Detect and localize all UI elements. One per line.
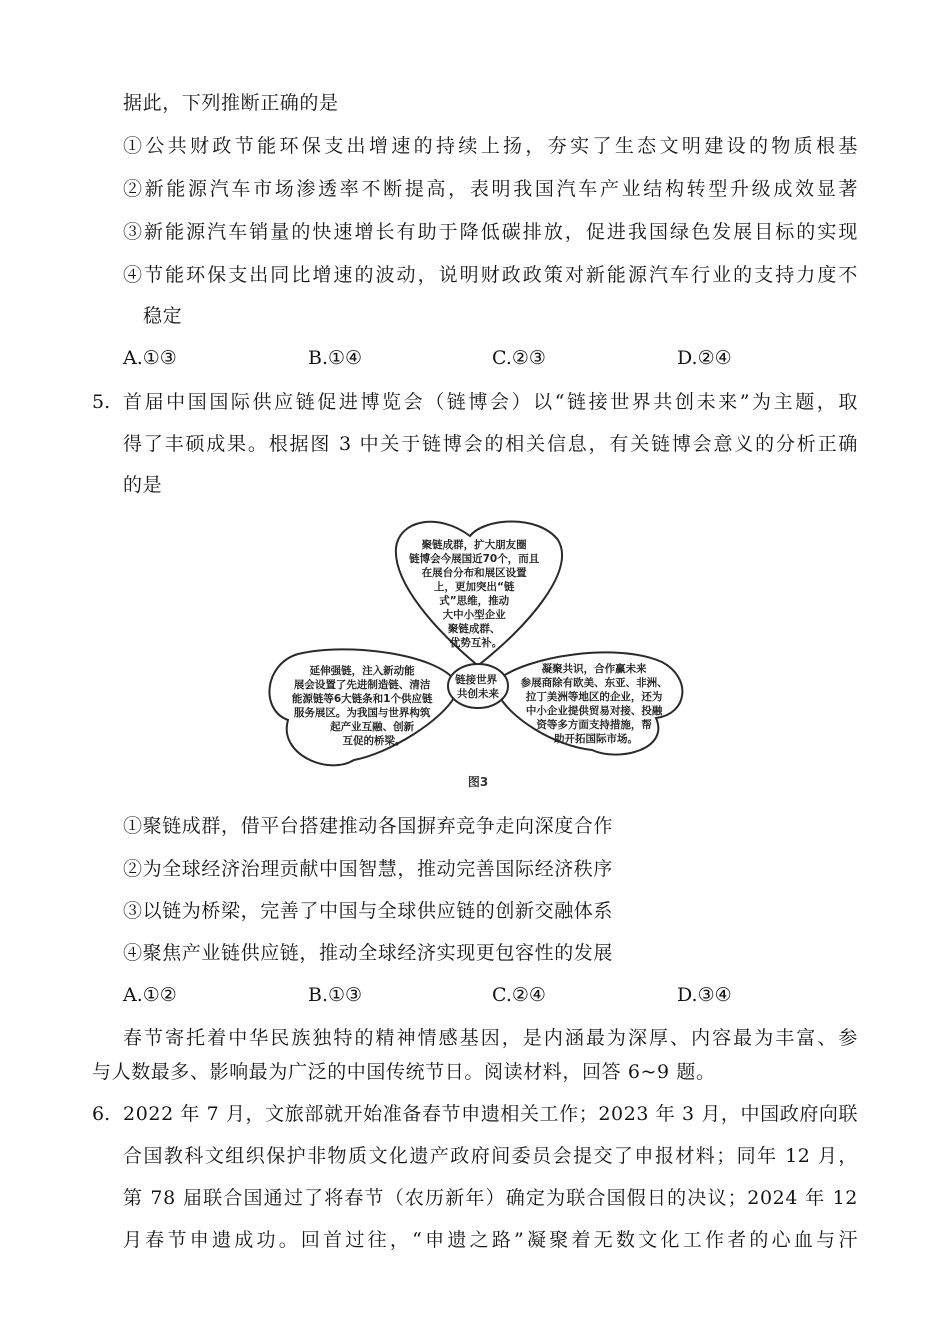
q5-stem-2: 得了丰硕成果。根据图 3 中关于链博会的相关信息，有关链博会意义的分析正确 [123, 433, 858, 455]
q4-option-c: C.②③ [492, 347, 546, 369]
q5-stem-3: 的是 [123, 474, 163, 496]
top-leaf-text: 聚链成群，扩大朋友圈 链博会今展国近70个，而且 在展台分布和展区设置 上，更加突出“链 式”思维，推动 大中小型企业 聚链成群、 优势互补。 [409, 539, 540, 649]
q6-stem-1: 2022 年 7 月，文旅部就开始准备春节申遗相关工作；2023 年 3 月，中国政府向联 [123, 1103, 859, 1125]
figure-3-clover [258, 514, 690, 794]
q5-item-1: ①聚链成群，借平台搭建推动各国摒弃竞争走向深度合作 [123, 815, 614, 837]
intro-line-1: 春节寄托着中华民族独特的精神情感基因，是内涵最为深厚、内容最为丰富、参 [123, 1027, 858, 1049]
q5-option-a: A.①② [123, 984, 177, 1006]
q4-option-b: B.①④ [308, 347, 363, 369]
q4-item-1: ①公共财政节能环保支出增速的持续上扬，夯实了生态文明建设的物质根基 [123, 135, 858, 157]
q6-stem-4: 月春节申遗成功。回首过往，“申遗之路”凝聚着无数文化工作者的心血与汗 [123, 1229, 858, 1251]
q6-number: 6. [92, 1103, 111, 1125]
q4-stem-end: 据此，下列推断正确的是 [123, 92, 339, 114]
q6-stem-2: 合国教科文组织保护非物质文化遗产政府间委员会提交了申报材料；同年 12 月， [123, 1145, 858, 1167]
q5-number: 5. [92, 391, 111, 413]
q5-item-3: ③以链为桥梁，完善了中国与全球供应链的创新交融体系 [123, 900, 614, 922]
q4-option-a: A.①③ [123, 347, 177, 369]
q4-item-3: ③新能源汽车销量的快速增长有助于降低碳排放，促进我国绿色发展目标的实现 [123, 221, 858, 243]
clover-diagram [258, 514, 690, 794]
intro-line-2: 与人数最多、影响最为广泛的中国传统节日。阅读材料，回答 6~9 题。 [92, 1061, 716, 1083]
right-leaf-text: 凝聚共识，合作赢未来 参展商除有欧美、东亚、非洲、 拉丁美洲等地区的企业，还为 中小企业提供贸易对接、投融 资等多方面支持措施，帮 助开拓国际市场。 [520, 663, 668, 745]
q5-option-c: C.②④ [492, 984, 546, 1006]
q6-stem-3: 第 78 届联合国通过了将春节（农历新年）确定为联合国假日的决议；2024 年 12 [123, 1187, 858, 1209]
q4-item-4: ④节能环保支出同比增速的波动，说明财政政策对新能源汽车行业的支持力度不 [123, 264, 858, 286]
center-circle [448, 664, 508, 708]
q4-item-2: ②新能源汽车市场渗透率不断提高，表明我国汽车产业结构转型升级成效显著 [123, 178, 858, 200]
q5-option-d: D.③④ [677, 984, 732, 1006]
center-label: 链接世界 共创未来 [455, 674, 499, 700]
q5-option-b: B.①③ [308, 984, 363, 1006]
left-leaf-text: 延伸强链，注入新动能 展会设置了先进制造链、清洁 能源链等6大链条和1个供应链 服务展区。为我国与世界构筑 起产业互融、创新 互促的桥梁。 [291, 665, 433, 747]
q4-option-d: D.②④ [677, 347, 732, 369]
q5-item-2: ②为全球经济治理贡献中国智慧，推动完善国际经济秩序 [123, 858, 614, 880]
figure-caption: 图3 [467, 775, 489, 789]
q5-stem-1: 首届中国国际供应链促进博览会（链博会）以“链接世界共创未来”为主题，取 [123, 391, 858, 413]
q5-item-4: ④聚焦产业链供应链，推动全球经济实现更包容性的发展 [123, 942, 614, 964]
q4-item-4-cont: 稳定 [143, 305, 183, 327]
